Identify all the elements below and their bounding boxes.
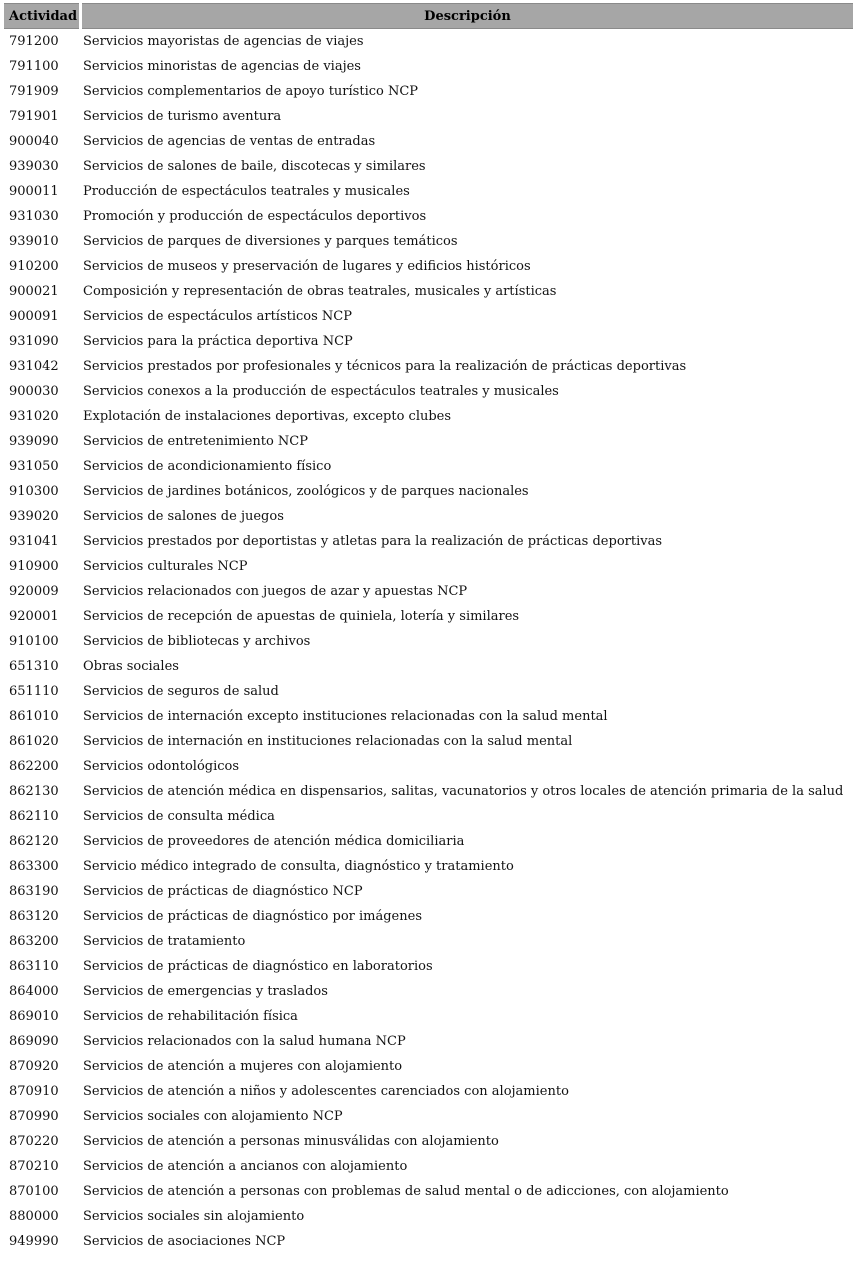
table-row bbox=[4, 129, 853, 154]
activity-code: 870220 bbox=[9, 1134, 59, 1149]
table-row bbox=[4, 1154, 853, 1179]
table-row bbox=[4, 204, 853, 229]
header-row bbox=[4, 3, 853, 29]
activity-code: 861010 bbox=[9, 709, 59, 724]
activity-code: 791909 bbox=[9, 84, 59, 99]
activity-description: Servicios de proveedores de atención médica domiciliaria bbox=[83, 834, 465, 849]
activity-description: Servicios culturales NCP bbox=[83, 559, 248, 574]
activity-description: Servicios de salones de baile, discotecas y similares bbox=[83, 159, 426, 174]
activity-description: Servicios de internación excepto instituciones relacionadas con la salud mental bbox=[83, 709, 608, 724]
activity-code: 931090 bbox=[9, 334, 59, 349]
table-row bbox=[4, 679, 853, 704]
activity-description: Servicios de atención a personas con problemas de salud mental o de adicciones, con alojamiento bbox=[83, 1184, 729, 1199]
activity-description: Servicios de museos y preservación de lugares y edificios históricos bbox=[83, 259, 531, 274]
table-row bbox=[4, 229, 853, 254]
activity-description: Servicios de tratamiento bbox=[83, 934, 246, 949]
table-row bbox=[4, 629, 853, 654]
column-header-activity: Actividad bbox=[4, 3, 79, 29]
activity-code: 862120 bbox=[9, 834, 59, 849]
activity-description: Servicios de salones de juegos bbox=[83, 509, 284, 524]
activity-code: 862200 bbox=[9, 759, 59, 774]
activity-description: Servicios relacionados con juegos de azar y apuestas NCP bbox=[83, 584, 468, 599]
activity-description: Servicios de espectáculos artísticos NCP bbox=[83, 309, 352, 324]
activity-code: 863300 bbox=[9, 859, 59, 874]
activity-description: Servicios de atención a niños y adolescentes carenciados con alojamiento bbox=[83, 1084, 569, 1099]
activity-description: Servicios mayoristas de agencias de viajes bbox=[83, 34, 364, 49]
activity-description: Servicios de prácticas de diagnóstico por imágenes bbox=[83, 909, 422, 924]
activity-code: 910200 bbox=[9, 259, 59, 274]
table-row bbox=[4, 779, 853, 804]
table-row bbox=[4, 29, 853, 54]
table-row bbox=[4, 1204, 853, 1229]
activity-code: 791200 bbox=[9, 34, 59, 49]
activity-code: 869090 bbox=[9, 1034, 59, 1049]
activity-description: Servicios sociales con alojamiento NCP bbox=[83, 1109, 343, 1124]
table-row bbox=[4, 1054, 853, 1079]
table-row bbox=[4, 304, 853, 329]
table-row bbox=[4, 829, 853, 854]
activity-description: Servicios sociales sin alojamiento bbox=[83, 1209, 305, 1224]
activity-description: Servicio médico integrado de consulta, diagnóstico y tratamiento bbox=[83, 859, 514, 874]
activity-description: Servicios de entretenimiento NCP bbox=[83, 434, 308, 449]
table-row bbox=[4, 54, 853, 79]
activity-description: Servicios de emergencias y traslados bbox=[83, 984, 328, 999]
table-row bbox=[4, 904, 853, 929]
table-row bbox=[4, 154, 853, 179]
table-row bbox=[4, 404, 853, 429]
activity-description: Composición y representación de obras teatrales, musicales y artísticas bbox=[83, 284, 557, 299]
table-row bbox=[4, 704, 853, 729]
activity-code: 900040 bbox=[9, 134, 59, 149]
activity-description: Servicios complementarios de apoyo turístico NCP bbox=[83, 84, 419, 99]
activity-description: Servicios de turismo aventura bbox=[83, 109, 282, 124]
activity-code: 862130 bbox=[9, 784, 59, 799]
activity-description: Servicios prestados por deportistas y atletas para la realización de prácticas deportivas bbox=[83, 534, 663, 549]
table-row bbox=[4, 954, 853, 979]
table-row bbox=[4, 504, 853, 529]
table-row bbox=[4, 1129, 853, 1154]
table-row bbox=[4, 479, 853, 504]
activity-code: 870910 bbox=[9, 1084, 59, 1099]
activity-description: Promoción y producción de espectáculos deportivos bbox=[83, 209, 427, 224]
activity-description: Servicios prestados por profesionales y técnicos para la realización de prácticas deportivas bbox=[83, 359, 687, 374]
activity-code: 791100 bbox=[9, 59, 59, 74]
table-row bbox=[4, 554, 853, 579]
activity-code: 791901 bbox=[9, 109, 59, 124]
table-row bbox=[4, 79, 853, 104]
activity-description: Servicios de consulta médica bbox=[83, 809, 275, 824]
table-row bbox=[4, 879, 853, 904]
activity-code: 900021 bbox=[9, 284, 59, 299]
activity-description: Servicios de acondicionamiento físico bbox=[83, 459, 332, 474]
activity-code: 651310 bbox=[9, 659, 59, 674]
activity-description: Servicios de jardines botánicos, zoológicos y de parques nacionales bbox=[83, 484, 529, 499]
activity-description: Servicios de atención a mujeres con alojamiento bbox=[83, 1059, 403, 1074]
activity-description: Explotación de instalaciones deportivas, excepto clubes bbox=[83, 409, 452, 424]
activity-code: 651110 bbox=[9, 684, 59, 699]
activity-description: Servicios de atención médica en dispensarios, salitas, vacunatorios y otros locales de atención primaria de la salud bbox=[83, 784, 844, 799]
table-row bbox=[4, 354, 853, 379]
activity-description: Obras sociales bbox=[83, 659, 179, 674]
activity-description: Servicios de recepción de apuestas de quiniela, lotería y similares bbox=[83, 609, 520, 624]
activity-code: 900011 bbox=[9, 184, 59, 199]
activity-table bbox=[1, 3, 856, 1254]
table-row bbox=[4, 1229, 853, 1254]
activity-code: 870100 bbox=[9, 1184, 59, 1199]
table-row bbox=[4, 279, 853, 304]
activity-code: 939030 bbox=[9, 159, 59, 174]
activity-description: Servicios conexos a la producción de espectáculos teatrales y musicales bbox=[83, 384, 559, 399]
activity-code: 931020 bbox=[9, 409, 59, 424]
table-row bbox=[4, 1179, 853, 1204]
activity-code: 939010 bbox=[9, 234, 59, 249]
activity-description: Servicios de internación en instituciones relacionadas con la salud mental bbox=[83, 734, 573, 749]
table-row bbox=[4, 579, 853, 604]
activity-code: 863120 bbox=[9, 909, 59, 924]
table-row bbox=[4, 804, 853, 829]
activity-description: Servicios de seguros de salud bbox=[83, 684, 279, 699]
activity-description: Servicios de parques de diversiones y parques temáticos bbox=[83, 234, 458, 249]
activity-code: 931041 bbox=[9, 534, 59, 549]
table-row bbox=[4, 979, 853, 1004]
activity-code: 949990 bbox=[9, 1234, 59, 1249]
table-row bbox=[4, 854, 853, 879]
activity-code: 861020 bbox=[9, 734, 59, 749]
activity-code: 910100 bbox=[9, 634, 59, 649]
table-body bbox=[4, 29, 853, 1254]
activity-code: 863110 bbox=[9, 959, 59, 974]
table-row bbox=[4, 1079, 853, 1104]
activity-code: 939090 bbox=[9, 434, 59, 449]
activity-code: 880000 bbox=[9, 1209, 59, 1224]
activity-code: 870210 bbox=[9, 1159, 59, 1174]
activity-code: 863200 bbox=[9, 934, 59, 949]
activity-code: 910300 bbox=[9, 484, 59, 499]
activity-description: Servicios de rehabilitación física bbox=[83, 1009, 298, 1024]
activity-description: Producción de espectáculos teatrales y musicales bbox=[83, 184, 410, 199]
table-row bbox=[4, 1104, 853, 1129]
table-row bbox=[4, 179, 853, 204]
table-row bbox=[4, 1029, 853, 1054]
column-header-description: Descripción bbox=[82, 3, 853, 29]
activity-description: Servicios de bibliotecas y archivos bbox=[83, 634, 311, 649]
activity-description: Servicios de prácticas de diagnóstico en laboratorios bbox=[83, 959, 433, 974]
activity-code: 863190 bbox=[9, 884, 59, 899]
activity-code: 931050 bbox=[9, 459, 59, 474]
table-row bbox=[4, 429, 853, 454]
activity-description: Servicios de prácticas de diagnóstico NCP bbox=[83, 884, 363, 899]
table-row bbox=[4, 379, 853, 404]
activity-code: 869010 bbox=[9, 1009, 59, 1024]
activity-description: Servicios de atención a personas minusválidas con alojamiento bbox=[83, 1134, 499, 1149]
activity-code: 870920 bbox=[9, 1059, 59, 1074]
table-row bbox=[4, 104, 853, 129]
table-row bbox=[4, 604, 853, 629]
table-row bbox=[4, 529, 853, 554]
table-row bbox=[4, 654, 853, 679]
activity-description: Servicios para la práctica deportiva NCP bbox=[83, 334, 353, 349]
activity-code: 862110 bbox=[9, 809, 59, 824]
activity-code: 910900 bbox=[9, 559, 59, 574]
activity-code: 920001 bbox=[9, 609, 59, 624]
activity-code: 900030 bbox=[9, 384, 59, 399]
activity-description: Servicios de atención a ancianos con alojamiento bbox=[83, 1159, 408, 1174]
table-row bbox=[4, 754, 853, 779]
activity-description: Servicios odontológicos bbox=[83, 759, 240, 774]
activity-description: Servicios de asociaciones NCP bbox=[83, 1234, 286, 1249]
table-row bbox=[4, 454, 853, 479]
activity-code: 864000 bbox=[9, 984, 59, 999]
activity-code: 939020 bbox=[9, 509, 59, 524]
activity-description: Servicios de agencias de ventas de entradas bbox=[83, 134, 376, 149]
activity-description: Servicios relacionados con la salud humana NCP bbox=[83, 1034, 406, 1049]
table-row bbox=[4, 929, 853, 954]
table-row bbox=[4, 329, 853, 354]
table-header bbox=[4, 3, 853, 29]
activity-code: 931030 bbox=[9, 209, 59, 224]
table-row bbox=[4, 729, 853, 754]
activity-description: Servicios minoristas de agencias de viajes bbox=[83, 59, 361, 74]
table-row bbox=[4, 1004, 853, 1029]
activity-code: 900091 bbox=[9, 309, 59, 324]
activity-code: 920009 bbox=[9, 584, 59, 599]
activity-code: 870990 bbox=[9, 1109, 59, 1124]
table-row bbox=[4, 254, 853, 279]
activity-code: 931042 bbox=[9, 359, 59, 374]
